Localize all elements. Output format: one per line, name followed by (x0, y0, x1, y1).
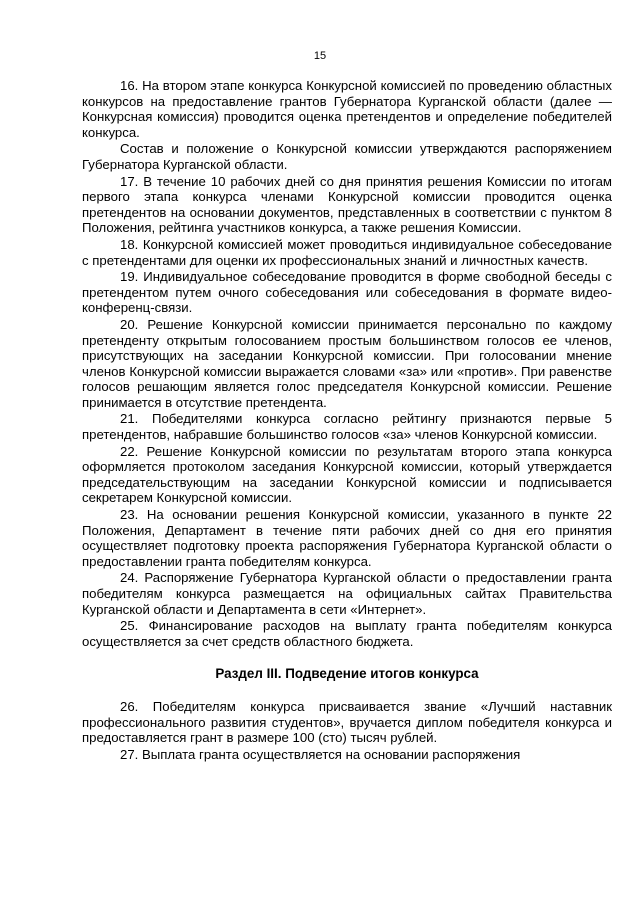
paragraph-23: 23. На основании решения Конкурсной комиссии, указанного в пункте 22 Положения, Департамент в течение пяти рабочих дней со дня его принятия осуществляет подготовку проекта распоряжения Губернатора Курганской области о предоставлении гранта победителям конкурса. (82, 507, 612, 569)
section-heading: Раздел III. Подведение итогов конкурса (215, 666, 479, 682)
page-number: 15 (313, 50, 327, 62)
paragraph-19: 19. Индивидуальное собеседование проводится в форме свободной беседы с претендентом путем очного собеседования или собеседования в формате видео-конференц-связи. (82, 269, 612, 316)
paragraph-16: 16. На втором этапе конкурса Конкурсной комиссией по проведению областных конкурсов на предоставление грантов Губернатора Курганской области (далее — Конкурсная комиссия) проводится оценка претендентов и определение победителей конкурса. (82, 78, 612, 140)
paragraph-21: 21. Победителями конкурса согласно рейтингу признаются первые 5 претендентов, набравшие большинство голосов «за» членов Конкурсной комиссии. (82, 411, 612, 443)
paragraph-26: 26. Победителям конкурса присваивается звание «Лучший наставник профессионального развития студентов», вручается диплом победителя конкурса и предоставляется грант в размере 100 (сто) тысяч рублей. (82, 698, 612, 746)
paragraph-commission-composition: Состав и положение о Конкурсной комиссии утверждаются распоряжением Губернатора Курганской области. (82, 141, 612, 172)
paragraph-18: 18. Конкурсной комиссией может проводиться индивидуальное собеседование с претендентами для оценки их профессиональных знаний и личностных качеств. (82, 236, 612, 268)
paragraph-27: 27. Выплата гранта осуществляется на основании распоряжения (120, 746, 521, 762)
paragraph-20: 20. Решение Конкурсной комиссии принимается персонально по каждому претенденту открытым голосованием простым большинством голосов ее членов, присутствующих на заседании Конкурсной комиссии. При голосовании мнение членов Конкурсной комиссии выражается словами «за» или «против». При равенстве голосов решающим является голос председателя Конкурсной комиссии. Решение принимается в отсутствие претендента. (82, 316, 612, 410)
paragraph-24: 24. Распоряжение Губернатора Курганской области о предоставлении гранта победителям конкурса размещается на официальных сайтах Правительства Курганской области и Департамента в сети «Интернет». (82, 570, 612, 617)
document-body (82, 78, 612, 763)
paragraph-25: 25. Финансирование расходов на выплату гранта победителям конкурса осуществляется за счет средств областного бюджета. (82, 618, 612, 649)
paragraph-22: 22. Решение Конкурсной комиссии по результатам второго этапа конкурса оформляется протоколом заседания Конкурсной комиссии, который утверждается председательствующим на заседании Конкурсной комиссии и подписывается секретарем Конкурсной комиссии. (82, 443, 612, 506)
paragraph-17: 17. В течение 10 рабочих дней со дня принятия решения Комиссии по итогам первого этапа конкурса членами Конкурсной комиссии проводится оценка претендентов на основании документов, представленных в соответствии с пунктом 8 Положения, рейтинга участников конкурса, а также решения Комиссии. (82, 173, 612, 236)
